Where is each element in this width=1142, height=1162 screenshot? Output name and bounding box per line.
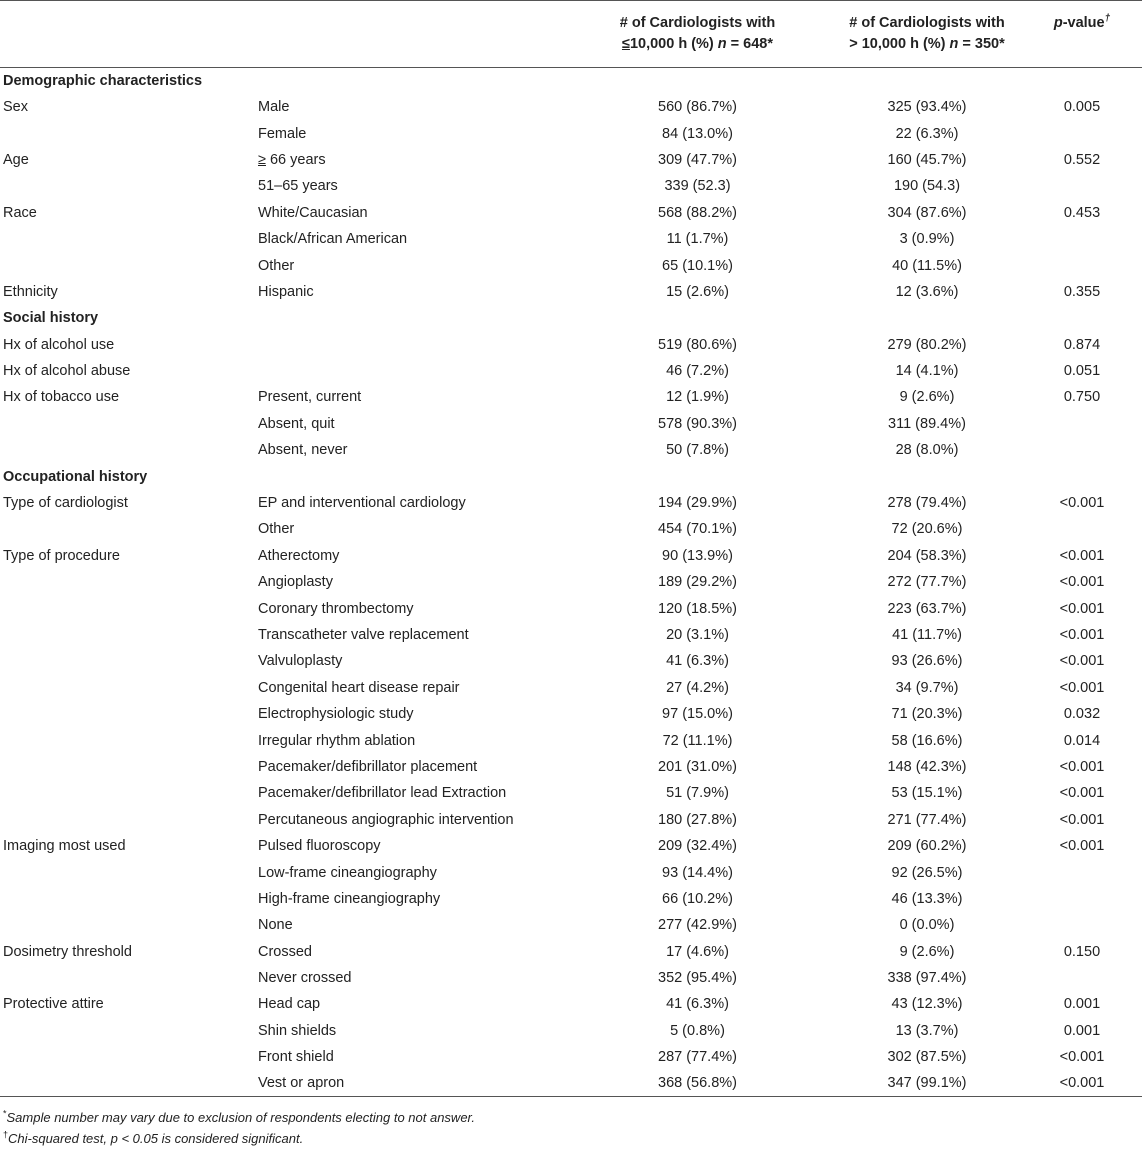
row-category: Protective attire xyxy=(3,996,104,1013)
row-category xyxy=(0,120,256,146)
row-category: Hx of tobacco use xyxy=(3,389,120,406)
row-value-under-10000: 27 (4.2%) xyxy=(666,679,729,696)
row-value-over-10000: 271 (77.4%) xyxy=(887,811,967,828)
row-value-under-10000: 46 (7.2%) xyxy=(666,363,729,380)
row-subcategory-text: Low-frame cineangiography xyxy=(258,864,437,881)
header-col4-n: n xyxy=(949,36,959,52)
row-value-over-10000: 347 (99.1%) xyxy=(887,1075,967,1092)
row-category xyxy=(0,675,256,701)
row-value-over-10000: 209 (60.2%) xyxy=(887,838,967,855)
row-p-value: 0.001 xyxy=(1063,1022,1101,1039)
table-row xyxy=(0,701,1142,727)
row-p-value: 0.453 xyxy=(1063,204,1101,221)
row-category: Race xyxy=(3,204,37,221)
row-category xyxy=(0,226,256,252)
row-value-under-10000: 201 (31.0%) xyxy=(658,758,737,775)
row-value-over-10000: 279 (80.2%) xyxy=(887,336,967,353)
row-subcategory-text: Present, current xyxy=(258,389,362,406)
row-value-under-10000: 352 (95.4%) xyxy=(658,970,737,987)
table-row xyxy=(0,252,1142,278)
row-category xyxy=(0,727,256,753)
row-subcategory-text: Black/African American xyxy=(258,231,408,248)
row-value-under-10000: 12 (1.9%) xyxy=(666,389,729,406)
row-subcategory-text: Crossed xyxy=(258,943,312,960)
row-subcategory xyxy=(256,965,581,991)
row-p-value: <0.001 xyxy=(1059,495,1105,512)
row-p-value: 0.032 xyxy=(1063,706,1101,723)
header-col3-le-symbol: ≤ xyxy=(621,36,630,52)
row-subcategory xyxy=(256,147,581,173)
row-p-value xyxy=(1040,965,1142,991)
row-subcategory xyxy=(256,886,581,912)
row-subcategory xyxy=(256,701,581,727)
row-value-under-10000: 519 (80.6%) xyxy=(658,336,737,353)
row-subcategory xyxy=(256,384,581,410)
footnote-1-text: Sample number may vary due to exclusion of respondents electing to not answer. xyxy=(6,1110,476,1126)
table-row xyxy=(0,120,1142,146)
row-value-over-10000: 12 (3.6%) xyxy=(895,283,959,300)
table-row xyxy=(0,622,1142,648)
row-category xyxy=(0,965,256,991)
row-subcategory-text: Valvuloplasty xyxy=(258,653,343,670)
row-p-value: <0.001 xyxy=(1059,600,1105,617)
row-value-over-10000: 9 (2.6%) xyxy=(899,943,955,960)
row-p-value: <0.001 xyxy=(1059,653,1105,670)
row-subcategory-text: Pulsed fluoroscopy xyxy=(258,838,381,855)
row-value-over-10000: 46 (13.3%) xyxy=(891,890,963,907)
row-subcategory xyxy=(256,939,581,965)
row-value-over-10000: 3 (0.9%) xyxy=(899,231,955,248)
row-category xyxy=(0,701,256,727)
row-p-value: <0.001 xyxy=(1059,547,1105,564)
row-subcategory xyxy=(256,807,581,833)
row-category xyxy=(0,595,256,621)
table-row xyxy=(0,173,1142,199)
row-category xyxy=(0,252,256,278)
header-col-under-10000 xyxy=(581,1,814,68)
section-header-row xyxy=(0,463,1142,489)
row-p-value: <0.001 xyxy=(1059,574,1105,591)
row-value-under-10000: 180 (27.8%) xyxy=(658,811,737,828)
row-value-under-10000: 560 (86.7%) xyxy=(658,99,737,116)
row-value-over-10000: 338 (97.4%) xyxy=(887,970,967,987)
row-subcategory-text: Congenital heart disease repair xyxy=(258,679,460,696)
table-row xyxy=(0,200,1142,226)
row-category xyxy=(0,1070,256,1097)
row-p-value xyxy=(1040,437,1142,463)
header-col-category xyxy=(0,1,256,68)
row-value-under-10000: 309 (47.7%) xyxy=(658,151,737,168)
row-value-under-10000: 5 (0.8%) xyxy=(670,1022,725,1039)
row-p-value: 0.355 xyxy=(1063,283,1101,300)
row-value-under-10000: 454 (70.1%) xyxy=(658,521,737,538)
row-category xyxy=(0,437,256,463)
row-subcategory-text: Front shield xyxy=(258,1049,334,1066)
row-category xyxy=(0,1018,256,1044)
table-row xyxy=(0,332,1142,358)
table-row xyxy=(0,384,1142,410)
footnotes xyxy=(0,1097,1142,1149)
row-value-over-10000: 311 (89.4%) xyxy=(888,415,966,432)
row-p-value xyxy=(1040,173,1142,199)
footnote-1 xyxy=(3,1107,1139,1128)
row-subcategory xyxy=(256,859,581,885)
row-category xyxy=(0,886,256,912)
row-p-value: 0.552 xyxy=(1063,151,1101,168)
table-row xyxy=(0,226,1142,252)
row-category xyxy=(0,411,256,437)
row-subcategory xyxy=(256,490,581,516)
header-col4-n-value: = 350* xyxy=(958,36,1005,52)
row-subcategory xyxy=(256,252,581,278)
row-value-over-10000: 28 (8.0%) xyxy=(895,442,959,459)
row-subcategory xyxy=(256,332,581,358)
row-category: Ethnicity xyxy=(3,283,58,300)
row-value-under-10000: 15 (2.6%) xyxy=(666,283,729,300)
row-value-over-10000: 40 (11.5%) xyxy=(892,257,962,274)
row-subcategory-text: Electrophysiologic study xyxy=(258,706,414,723)
header-p-dagger: † xyxy=(1104,13,1111,25)
row-value-under-10000: 72 (11.1%) xyxy=(662,732,733,749)
row-p-value xyxy=(1040,120,1142,146)
row-subcategory xyxy=(256,358,581,384)
row-p-value: <0.001 xyxy=(1059,785,1105,802)
row-value-over-10000: 43 (12.3%) xyxy=(891,996,963,1013)
row-value-over-10000: 34 (9.7%) xyxy=(895,679,959,696)
table-row xyxy=(0,754,1142,780)
row-subcategory xyxy=(256,754,581,780)
table-row xyxy=(0,437,1142,463)
row-category xyxy=(0,1044,256,1070)
row-p-value xyxy=(1040,912,1142,938)
row-subcategory xyxy=(256,120,581,146)
row-value-over-10000: 272 (77.7%) xyxy=(887,574,967,591)
row-category: Dosimetry threshold xyxy=(3,943,132,960)
row-p-value: 0.005 xyxy=(1063,99,1101,116)
row-value-under-10000: 41 (6.3%) xyxy=(666,653,729,670)
row-subcategory-text: Male xyxy=(258,99,290,116)
row-value-under-10000: 568 (88.2%) xyxy=(658,204,737,221)
row-subcategory-text: High-frame cineangiography xyxy=(258,890,441,907)
row-value-under-10000: 11 (1.7%) xyxy=(666,231,729,248)
header-col3-n: n xyxy=(717,36,727,52)
table-row xyxy=(0,595,1142,621)
row-subcategory-text: Never crossed xyxy=(258,970,352,987)
row-subcategory-text: 66 years xyxy=(265,151,326,168)
row-p-value: <0.001 xyxy=(1059,838,1105,855)
header-col3-n-value: = 648* xyxy=(726,36,774,52)
row-category xyxy=(0,780,256,806)
row-value-under-10000: 17 (4.6%) xyxy=(666,943,729,960)
row-subcategory-text: None xyxy=(258,917,293,934)
row-value-over-10000: 160 (45.7%) xyxy=(887,151,967,168)
row-value-over-10000: 92 (26.5%) xyxy=(891,864,963,881)
row-value-under-10000: 120 (18.5%) xyxy=(658,600,737,617)
row-category xyxy=(0,912,256,938)
row-value-under-10000: 65 (10.1%) xyxy=(662,257,733,274)
row-value-over-10000: 13 (3.7%) xyxy=(895,1022,959,1039)
row-value-over-10000: 22 (6.3%) xyxy=(895,125,959,142)
table-row xyxy=(0,886,1142,912)
row-p-value: <0.001 xyxy=(1059,679,1105,696)
row-subcategory xyxy=(256,200,581,226)
table-row xyxy=(0,1018,1142,1044)
row-value-over-10000: 204 (58.3%) xyxy=(887,547,967,564)
row-value-under-10000: 84 (13.0%) xyxy=(662,125,733,142)
row-value-over-10000: 93 (26.6%) xyxy=(891,653,963,670)
table-row xyxy=(0,912,1142,938)
row-subcategory xyxy=(256,1044,581,1070)
row-subcategory xyxy=(256,595,581,621)
row-subcategory-text: Percutaneous angiographic intervention xyxy=(258,811,514,828)
row-subcategory xyxy=(256,173,581,199)
table-row xyxy=(0,279,1142,305)
section-title: Occupational history xyxy=(3,468,148,485)
row-category xyxy=(0,807,256,833)
row-value-over-10000: 223 (63.7%) xyxy=(887,600,967,617)
row-category xyxy=(0,622,256,648)
row-subcategory xyxy=(256,94,581,120)
table-row xyxy=(0,94,1142,120)
row-category: Type of cardiologist xyxy=(3,495,128,512)
row-subcategory-text: Hispanic xyxy=(258,283,314,300)
row-subcategory-text: Pacemaker/defibrillator lead Extraction xyxy=(258,785,507,802)
row-p-value: 0.150 xyxy=(1063,943,1101,960)
table-row xyxy=(0,859,1142,885)
row-value-under-10000: 189 (29.2%) xyxy=(658,574,737,591)
row-subcategory-text: Vest or apron xyxy=(258,1075,345,1092)
row-subcategory-text: EP and interventional cardiology xyxy=(258,495,466,512)
row-subcategory xyxy=(256,833,581,859)
table-row xyxy=(0,1070,1142,1097)
table-row xyxy=(0,780,1142,806)
row-subcategory xyxy=(256,912,581,938)
row-p-value: 0.750 xyxy=(1063,389,1101,406)
table-row xyxy=(0,147,1142,173)
row-subcategory-text: Atherectomy xyxy=(258,547,340,564)
row-subcategory xyxy=(256,675,581,701)
row-subcategory-text: Shin shields xyxy=(258,1022,337,1039)
footnote-1-mark: * xyxy=(3,1109,7,1120)
row-subcategory-text: Angioplasty xyxy=(258,574,333,591)
row-p-value xyxy=(1040,226,1142,252)
ge-symbol: ≥ xyxy=(258,151,266,168)
row-category: Imaging most used xyxy=(3,838,126,855)
row-category xyxy=(0,648,256,674)
row-category xyxy=(0,859,256,885)
header-col4-line2: > 10,000 h (%) xyxy=(849,36,950,52)
row-subcategory-text: Transcatheter valve replacement xyxy=(258,627,469,643)
row-value-under-10000: 51 (7.9%) xyxy=(666,785,729,802)
row-subcategory-text: Other xyxy=(258,521,295,538)
row-subcategory-text: White/Caucasian xyxy=(258,204,368,221)
footnote-2-text: Chi-squared test, p < 0.05 is considered significant. xyxy=(8,1131,304,1147)
row-value-under-10000: 66 (10.2%) xyxy=(662,890,733,907)
row-value-under-10000: 50 (7.8%) xyxy=(666,442,729,459)
table-row xyxy=(0,1044,1142,1070)
table-row xyxy=(0,727,1142,753)
row-subcategory-text: Head cap xyxy=(258,996,321,1013)
row-category: Sex xyxy=(3,99,28,116)
row-subcategory xyxy=(256,622,581,648)
row-category xyxy=(0,569,256,595)
footnote-2 xyxy=(3,1128,1139,1149)
header-col-subcategory xyxy=(256,1,581,68)
table-row xyxy=(0,807,1142,833)
row-category: Hx of alcohol use xyxy=(3,336,115,353)
table-row xyxy=(0,490,1142,516)
row-category xyxy=(0,173,256,199)
section-header-row xyxy=(0,305,1142,331)
header-col3-line2: 10,000 h (%) xyxy=(629,36,718,52)
row-p-value: 0.874 xyxy=(1063,336,1101,353)
header-col4-line1: # of Cardiologists with xyxy=(849,15,1005,31)
row-subcategory-text: Pacemaker/defibrillator placement xyxy=(258,758,478,775)
row-value-under-10000: 20 (3.1%) xyxy=(666,627,729,643)
row-subcategory-text: Other xyxy=(258,257,295,274)
row-subcategory xyxy=(256,543,581,569)
table-row xyxy=(0,965,1142,991)
row-category: Hx of alcohol abuse xyxy=(3,363,131,380)
row-subcategory xyxy=(256,437,581,463)
row-subcategory xyxy=(256,1018,581,1044)
header-p-rest: -value xyxy=(1062,15,1105,31)
row-p-value: <0.001 xyxy=(1059,758,1105,775)
table-row xyxy=(0,543,1142,569)
row-subcategory-text: 51–65 years xyxy=(258,178,338,195)
row-category: Type of procedure xyxy=(3,547,120,564)
row-value-over-10000: 304 (87.6%) xyxy=(887,204,967,221)
row-value-under-10000: 209 (32.4%) xyxy=(658,838,737,855)
row-subcategory-text: Female xyxy=(258,125,307,142)
row-category: Age xyxy=(3,151,29,168)
header-col-over-10000 xyxy=(814,1,1040,68)
header-col-p-value xyxy=(1040,1,1142,68)
row-value-over-10000: 278 (79.4%) xyxy=(887,495,967,512)
row-value-under-10000: 97 (15.0%) xyxy=(662,706,733,723)
row-p-value xyxy=(1040,411,1142,437)
row-value-under-10000: 41 (6.3%) xyxy=(666,996,729,1013)
row-value-under-10000: 287 (77.4%) xyxy=(658,1049,737,1066)
row-subcategory xyxy=(256,1070,581,1097)
row-value-under-10000: 339 (52.3) xyxy=(664,178,731,195)
row-subcategory xyxy=(256,648,581,674)
header-row xyxy=(0,1,1142,68)
row-value-under-10000: 90 (13.9%) xyxy=(662,547,733,564)
table-header xyxy=(0,1,1142,68)
row-value-over-10000: 325 (93.4%) xyxy=(887,99,967,116)
row-p-value: <0.001 xyxy=(1059,1049,1105,1066)
row-subcategory-text: Absent, never xyxy=(258,442,348,459)
row-p-value xyxy=(1040,886,1142,912)
row-subcategory xyxy=(256,226,581,252)
row-value-over-10000: 41 (11.7%) xyxy=(892,627,962,643)
row-value-over-10000: 71 (20.3%) xyxy=(891,706,963,723)
row-p-value: 0.014 xyxy=(1063,732,1101,749)
table-row xyxy=(0,939,1142,965)
header-col3-line1: # of Cardiologists with xyxy=(619,15,776,31)
row-subcategory xyxy=(256,991,581,1017)
row-p-value: 0.051 xyxy=(1063,363,1101,380)
table-row xyxy=(0,991,1142,1017)
row-category xyxy=(0,754,256,780)
row-p-value: <0.001 xyxy=(1059,811,1105,828)
row-p-value: <0.001 xyxy=(1059,1075,1105,1092)
row-value-over-10000: 14 (4.1%) xyxy=(895,363,959,380)
row-subcategory xyxy=(256,780,581,806)
header-p-letter: p xyxy=(1053,15,1063,31)
row-value-under-10000: 93 (14.4%) xyxy=(662,864,733,881)
row-p-value xyxy=(1040,859,1142,885)
row-value-over-10000: 190 (54.3) xyxy=(893,178,961,195)
row-value-over-10000: 302 (87.5%) xyxy=(887,1049,967,1066)
section-title: Demographic characteristics xyxy=(3,73,203,89)
row-value-over-10000: 53 (15.1%) xyxy=(891,785,963,802)
row-subcategory xyxy=(256,411,581,437)
row-value-over-10000: 0 (0.0%) xyxy=(899,917,955,934)
row-subcategory xyxy=(256,516,581,542)
table-row xyxy=(0,833,1142,859)
section-header-row xyxy=(0,68,1142,95)
footnote-2-mark: † xyxy=(3,1130,9,1141)
table-row xyxy=(0,648,1142,674)
section-title: Social history xyxy=(3,310,99,327)
row-subcategory xyxy=(256,279,581,305)
row-p-value: <0.001 xyxy=(1059,627,1105,643)
table-row xyxy=(0,411,1142,437)
row-p-value: 0.001 xyxy=(1063,996,1101,1013)
table-row xyxy=(0,516,1142,542)
row-value-over-10000: 148 (42.3%) xyxy=(887,758,967,775)
row-value-under-10000: 194 (29.9%) xyxy=(658,495,737,512)
row-value-over-10000: 72 (20.6%) xyxy=(891,521,963,538)
row-p-value xyxy=(1040,516,1142,542)
table-body xyxy=(0,68,1142,1097)
row-value-under-10000: 578 (90.3%) xyxy=(658,415,737,432)
row-subcategory xyxy=(256,569,581,595)
row-subcategory-text: Coronary thrombectomy xyxy=(258,600,414,617)
row-subcategory xyxy=(256,727,581,753)
row-value-under-10000: 277 (42.9%) xyxy=(658,917,737,934)
row-value-over-10000: 58 (16.6%) xyxy=(891,732,963,749)
row-value-over-10000: 9 (2.6%) xyxy=(899,389,955,406)
table-row xyxy=(0,569,1142,595)
table-row xyxy=(0,358,1142,384)
row-category xyxy=(0,516,256,542)
row-p-value xyxy=(1040,252,1142,278)
row-value-under-10000: 368 (56.8%) xyxy=(658,1075,737,1092)
table-row xyxy=(0,675,1142,701)
row-subcategory-text: Absent, quit xyxy=(258,415,335,432)
row-subcategory-text: Irregular rhythm ablation xyxy=(258,732,416,749)
